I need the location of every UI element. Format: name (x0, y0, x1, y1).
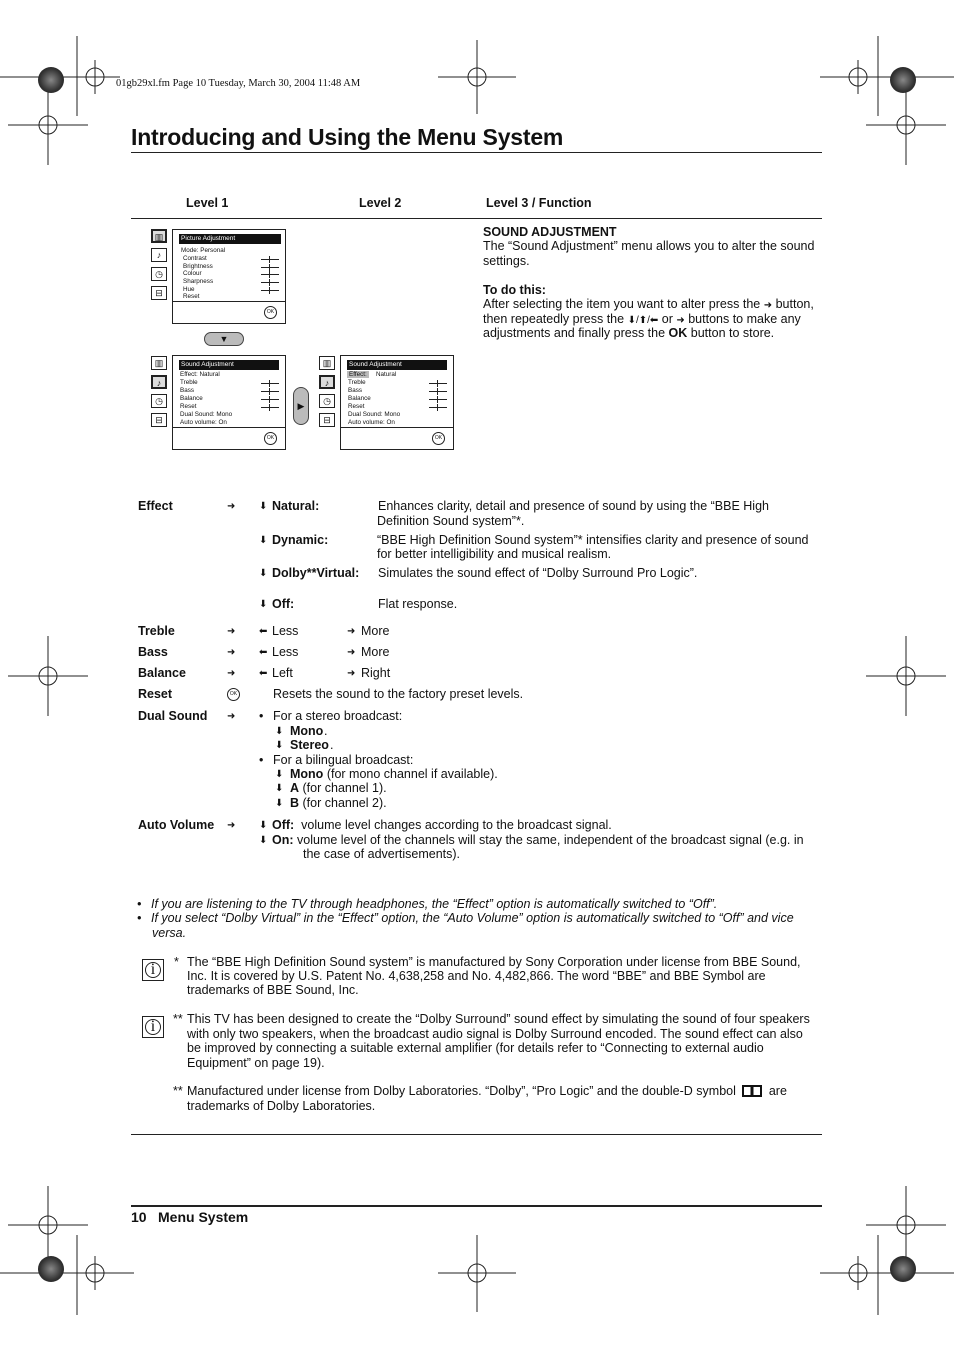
todo-text: After selecting the item you want to alter press the (483, 297, 761, 311)
reset-label: Reset (138, 687, 173, 701)
slider-mark (261, 274, 279, 275)
footnote-mark: ** (173, 1012, 183, 1026)
down-arrow-icon: ⬇ (259, 501, 268, 512)
option-dynamic: Dynamic: (272, 533, 329, 547)
down-arrow-icon: ⬇ (275, 783, 284, 794)
treble-less: Less (272, 624, 299, 638)
col-level3: Level 3 / Function (486, 196, 592, 210)
left-arrow-icon: ⬅ (259, 647, 268, 658)
auto-off-desc: volume level changes according to the broadcast signal. (301, 818, 612, 832)
screen-footer (173, 427, 285, 449)
ok-icon: OK (432, 432, 445, 445)
ok-button-label: OK (668, 326, 688, 340)
timer-menu-icon: ◷ (151, 267, 167, 281)
col-level1: Level 1 (186, 196, 229, 210)
down-arrow-icon: ⬇ (275, 740, 284, 751)
timer-menu-icon: ◷ (151, 394, 167, 408)
sound-adjustment-screen (172, 355, 286, 450)
screen-line: Dual Sound: Mono (180, 411, 233, 418)
slider-mark (429, 383, 447, 384)
header-rule (131, 218, 822, 219)
right-arrow-icon: ➜ (227, 711, 236, 722)
todo-text: then repeatedly press the (483, 312, 625, 326)
down-arrow-icon: ⬇ (275, 798, 284, 809)
note-bullet: • (137, 911, 142, 925)
dual-stereo-period: . (330, 738, 334, 752)
todo-text: buttons to make any (688, 312, 801, 326)
setup-menu-icon: ⊟ (319, 413, 335, 427)
footer-section: Menu System (158, 1209, 249, 1225)
dual-a: A (290, 781, 300, 795)
registration-ball (890, 1256, 916, 1282)
balance-right: Right (361, 666, 391, 680)
right-arrow-icon: ➜ (676, 315, 685, 326)
screen-line: Colour (183, 270, 202, 277)
treble-label: Treble (138, 624, 175, 638)
down-arrow-icon: ⬇ (259, 820, 268, 831)
setup-menu-icon: ⊟ (151, 286, 167, 300)
slider-mark (429, 407, 447, 408)
reset-desc: Resets the sound to the factory preset levels. (273, 687, 524, 701)
balance-label: Balance (138, 666, 186, 680)
effect-value: Natural (376, 371, 397, 378)
screen-title: Picture Adjustment (179, 234, 281, 244)
footnote-license-1 (187, 1084, 787, 1099)
note-headphones: If you are listening to the TV through headphones, the “Effect” option is automatically switched to “Off”. (151, 897, 718, 911)
footer-rule (131, 1205, 822, 1207)
todo-line-3 (483, 326, 774, 341)
footnote-license-2: trademarks of Dolby Laboratories. (187, 1099, 376, 1113)
right-arrow-icon: ▶ (293, 387, 309, 425)
screen-line: Brightness (183, 263, 213, 270)
screen-line: Balance (180, 395, 203, 402)
dual-b: B (290, 796, 300, 810)
bass-label: Bass (138, 645, 168, 659)
screen-line: Reset (183, 293, 200, 300)
slider-mark (261, 407, 279, 408)
down-arrow-icon: ⬇ (275, 769, 284, 780)
col-level2: Level 2 (359, 196, 402, 210)
todo-text: or (661, 312, 673, 326)
timer-menu-icon: ◷ (319, 394, 335, 408)
slider-mark (261, 282, 279, 283)
screen-line: Dual Sound: Mono (348, 411, 401, 418)
slider-mark (261, 383, 279, 384)
sound-menu-icon: ♪ (151, 248, 167, 262)
dual-mono2: Mono (290, 767, 324, 781)
bullet: • (259, 709, 264, 723)
todo-heading: To do this: (483, 283, 546, 297)
screen-line: Reset (180, 403, 197, 410)
screen-line: Bass (348, 387, 362, 394)
slider-mark (261, 290, 279, 291)
treble-more: More (361, 624, 390, 638)
todo-text: button to store. (690, 326, 775, 340)
right-arrow-icon: ➜ (227, 820, 236, 831)
footnote-dolby-2: with only two speakers, when the broadcast audio signal is Dolby Surround encoded. The sound effect can also (187, 1027, 803, 1041)
footnote-license-text: Manufactured under license from Dolby Laboratories. “Dolby”, “Pro Logic” and the double-D symbol (187, 1084, 736, 1098)
screen-line: Sharpness (183, 278, 214, 285)
down-arrow-icon: ⬇ (259, 535, 268, 546)
option-desc: Definition Sound system”*. (377, 514, 525, 528)
dual-a-desc: (for channel 1). (302, 781, 387, 795)
page-title: Introducing and Using the Menu System (131, 124, 564, 150)
dual-stereo: Stereo (290, 738, 329, 752)
auto-off-line (272, 818, 612, 833)
ok-icon: OK (264, 432, 277, 445)
screen-line: Mode: Personal (181, 247, 226, 254)
effect-label: Effect (138, 499, 173, 513)
option-desc: Enhances clarity, detail and presence of sound by using the “BBE High (378, 499, 769, 513)
footnote-mark: * (174, 955, 179, 969)
todo-line-2 (483, 312, 801, 327)
title-rule (131, 152, 822, 153)
picture-menu-icon: ▥ (319, 356, 335, 370)
dual-mono2-desc: (for mono channel if available). (326, 767, 498, 781)
option-off: Off: (272, 597, 295, 611)
footnote-bbe-1: The “BBE High Definition Sound system” is manufactured by Sony Corporation under license from BBE Sound, (187, 955, 801, 969)
option-desc: Flat response. (378, 597, 458, 611)
screen-line: Contrast (183, 255, 207, 262)
screen-line: Treble (348, 379, 366, 386)
picture-adjustment-screen (172, 229, 286, 324)
auto-off: Off: (272, 818, 295, 832)
footnote-dolby-4: Equipment” on page 19). (187, 1056, 325, 1070)
dual-b-line (290, 796, 387, 811)
slider-mark (429, 399, 447, 400)
down-up-left-arrows-icon: ⬇/⬆/⬅ (627, 315, 659, 326)
footnote-dolby-1: This TV has been designed to create the “Dolby Surround” sound effect by simulating the sound of four speakers (187, 1012, 810, 1026)
setup-menu-icon: ⊟ (151, 413, 167, 427)
note-dolby-virtual: If you select “Dolby Virtual” in the “Effect” option, the “Auto Volume” option is automatically switched to “Off” and vice (151, 911, 794, 925)
dual-a-line (290, 781, 387, 796)
footnote-bbe-3: trademarks of BBE Sound, Inc. (187, 983, 359, 997)
right-arrow-icon: ➜ (227, 626, 236, 637)
down-arrow-icon: ⬇ (275, 726, 284, 737)
slider-mark (261, 399, 279, 400)
slider-mark (261, 391, 279, 392)
screen-line: Bass (180, 387, 194, 394)
screen-line: Hue (183, 286, 195, 293)
todo-text: adjustments and finally press the (483, 326, 666, 340)
page-number: 10 (131, 1209, 147, 1225)
screen-line: Reset (348, 403, 365, 410)
option-desc: “BBE High Definition Sound system”* intensifies clarity and presence of sound (377, 533, 809, 547)
intro-text: The “Sound Adjustment” menu allows you to alter the sound settings. (483, 239, 815, 268)
screen-line: Balance (348, 395, 371, 402)
sound-menu-icon: ♪ (319, 375, 335, 389)
left-arrow-icon: ⬅ (259, 668, 268, 679)
dual-mono-period: . (324, 724, 328, 738)
todo-line-1 (483, 297, 814, 312)
auto-on-desc-2: the case of advertisements). (303, 847, 461, 861)
option-dolby-virtual: Dolby**Virtual: (272, 566, 360, 580)
bottom-rule (131, 1134, 822, 1135)
file-meta: 01gb29xl.fm Page 10 Tuesday, March 30, 2004 11:48 AM (116, 78, 361, 89)
todo-text: button, (775, 297, 814, 311)
ok-icon: OK (227, 688, 240, 701)
option-desc: Simulates the sound effect of “Dolby Surround Pro Logic”. (378, 566, 698, 580)
sound-menu-icon: ♪ (151, 375, 167, 389)
dual-mono: Mono (290, 724, 324, 738)
screen-title: Sound Adjustment (347, 360, 447, 370)
slider-mark (261, 259, 279, 260)
dual-sound-label: Dual Sound (138, 709, 208, 723)
option-desc: for better intelligibility and musical realism. (377, 547, 612, 561)
right-arrow-icon: ➜ (227, 668, 236, 679)
sound-adjustment-heading: SOUND ADJUSTMENT (483, 225, 617, 239)
right-arrow-icon: ➜ (347, 647, 356, 658)
bilingual-intro: For a bilingual broadcast: (273, 753, 414, 767)
note-bullet: • (137, 897, 142, 911)
effect-label-highlight: Effect: (349, 371, 367, 378)
info-icon: i (142, 1016, 164, 1038)
down-arrow-icon: ⬇ (259, 835, 268, 846)
picture-menu-icon: ▥ (151, 229, 167, 243)
screen-line: Treble (180, 379, 198, 386)
auto-volume-label: Auto Volume (138, 818, 215, 832)
double-d-symbol-icon (742, 1085, 762, 1097)
bass-less: Less (272, 645, 299, 659)
footnote-dolby-3: be improved by connecting a suitable external amplifier (for details refer to “Connecting to external audio (187, 1041, 764, 1055)
auto-on: On: (272, 833, 294, 847)
screen-footer (173, 301, 285, 323)
down-arrow-icon: ⬇ (259, 599, 268, 610)
screen-footer (341, 427, 453, 449)
registration-ball (38, 67, 64, 93)
ok-icon: OK (264, 306, 277, 319)
stereo-intro: For a stereo broadcast: (273, 709, 403, 723)
registration-ball (38, 1256, 64, 1282)
auto-on-desc: volume level of the channels will stay the same, independent of the broadcast signal (e.g. in (297, 833, 804, 847)
option-natural: Natural: (272, 499, 320, 513)
screen-line: Auto volume: On (348, 419, 395, 426)
dual-b-desc: (for channel 2). (302, 796, 387, 810)
dual-mono2-line (290, 767, 498, 782)
down-arrow-icon: ▼ (204, 332, 244, 346)
bullet: • (259, 753, 264, 767)
bass-more: More (361, 645, 390, 659)
slider-mark (261, 267, 279, 268)
slider-mark (429, 391, 447, 392)
picture-menu-icon: ▥ (151, 356, 167, 370)
sound-adjustment-screen-effect (340, 355, 454, 450)
right-arrow-icon: ➜ (347, 668, 356, 679)
footnote-bbe-2: Inc. It is covered by U.S. Patent No. 4,638,258 and No. 4,482,866. The word “BBE” and BBE Symbol are (187, 969, 766, 983)
footnote-license-are: are (768, 1084, 787, 1098)
right-arrow-icon: ➜ (227, 501, 236, 512)
screen-line: Effect: Natural (180, 371, 220, 378)
footnote-mark: ** (173, 1084, 183, 1098)
down-arrow-icon: ⬇ (259, 568, 268, 579)
info-icon: i (142, 959, 164, 981)
left-arrow-icon: ⬅ (259, 626, 268, 637)
right-arrow-icon: ➜ (763, 300, 773, 311)
auto-on-line (272, 833, 804, 848)
right-arrow-icon: ➜ (347, 626, 356, 637)
screen-line: Auto volume: On (180, 419, 227, 426)
note-dolby-virtual-2: versa. (152, 926, 187, 940)
screen-title: Sound Adjustment (179, 360, 279, 370)
registration-ball (890, 67, 916, 93)
balance-left: Left (272, 666, 293, 680)
right-arrow-icon: ➜ (227, 647, 236, 658)
